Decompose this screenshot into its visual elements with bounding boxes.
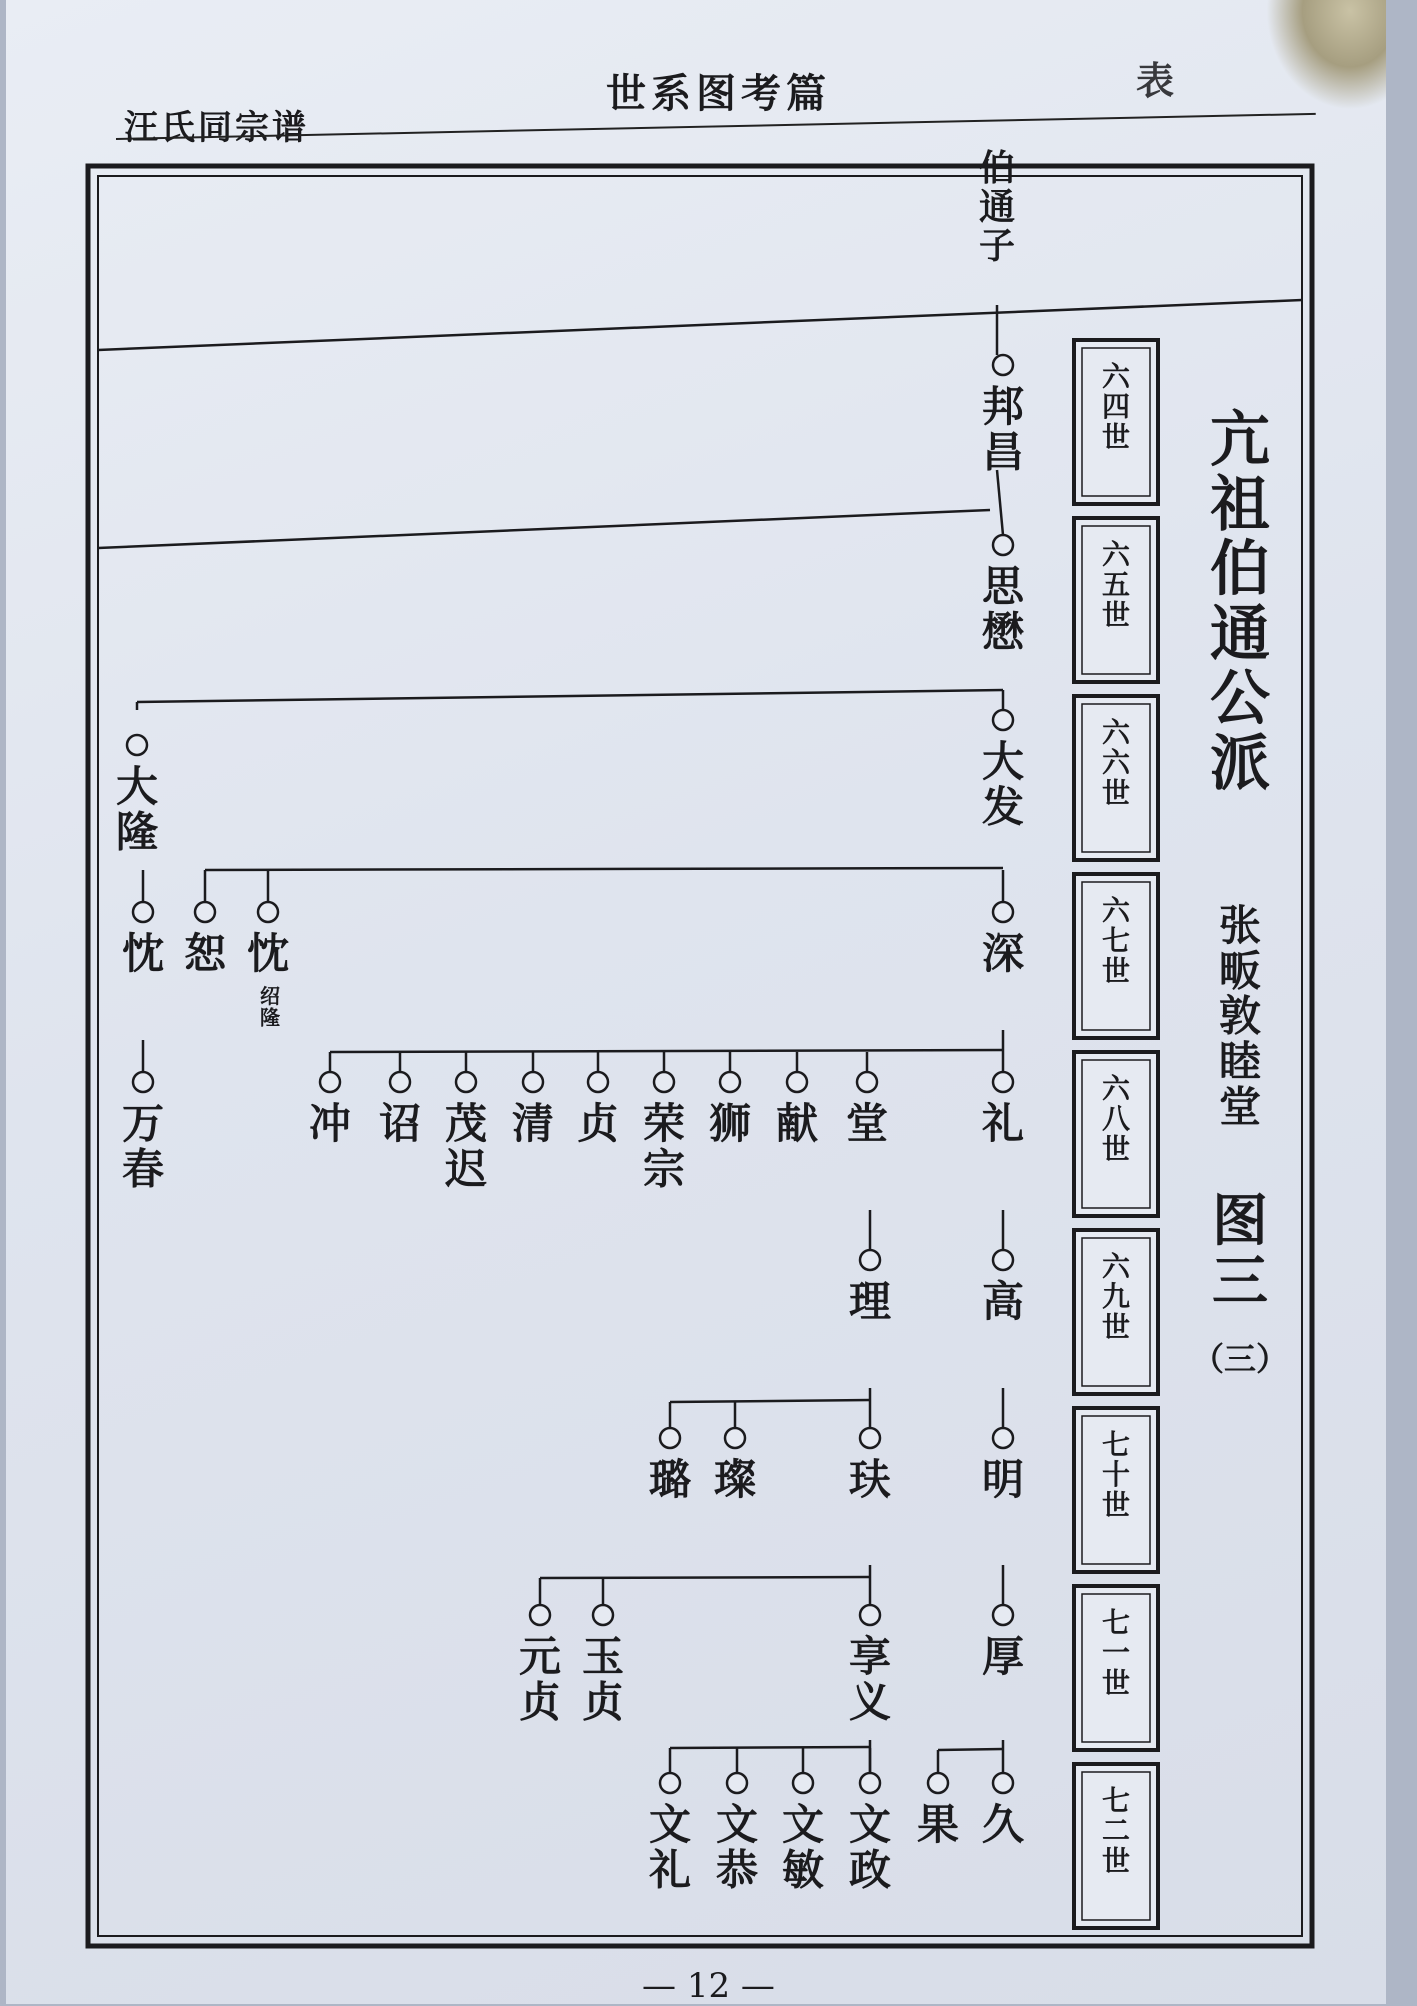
svg-text:七: 七 [1101, 924, 1131, 958]
person-name [714, 1455, 756, 1504]
person-node-marker [860, 1773, 880, 1793]
svg-text:茂: 茂 [444, 1099, 488, 1148]
svg-text:邦: 邦 [981, 382, 1025, 431]
person-node-marker [993, 1250, 1013, 1270]
person-name [184, 929, 227, 978]
svg-text:隆: 隆 [260, 1005, 280, 1030]
person-name [982, 1277, 1024, 1326]
svg-text:政: 政 [848, 1845, 892, 1895]
svg-text:通: 通 [978, 185, 1016, 228]
svg-text:世: 世 [1101, 954, 1131, 988]
person-name [649, 1455, 691, 1504]
svg-text:七: 七 [1101, 1606, 1131, 1639]
svg-text:八: 八 [1101, 1102, 1131, 1136]
lineage-line [997, 470, 1003, 535]
person-name [982, 929, 1024, 978]
svg-text:春: 春 [121, 1144, 165, 1194]
person-node-marker [727, 1773, 747, 1793]
svg-text:思: 思 [981, 562, 1025, 611]
svg-text:礼: 礼 [981, 1099, 1025, 1148]
svg-text:忱: 忱 [121, 929, 165, 978]
person-name [776, 1099, 818, 1148]
svg-text:世: 世 [1101, 776, 1131, 810]
svg-text:畈: 畈 [1218, 946, 1262, 996]
svg-text:三: 三 [1212, 1248, 1268, 1315]
person-node-marker [860, 1250, 880, 1270]
svg-text:派: 派 [1210, 729, 1270, 799]
person-node-marker [588, 1072, 608, 1092]
svg-text:绍: 绍 [260, 984, 280, 1008]
lineage-line [205, 868, 1003, 870]
generation-label [1102, 538, 1131, 631]
svg-text:张: 张 [1218, 901, 1262, 950]
person-name [444, 1099, 487, 1193]
generation-label [1102, 360, 1131, 453]
chart-title [1192, 405, 1288, 1378]
svg-text:清: 清 [511, 1099, 555, 1148]
person-node-marker [725, 1428, 745, 1448]
svg-text:六: 六 [1101, 360, 1131, 393]
svg-text:伯: 伯 [1210, 534, 1270, 605]
person-name [917, 1800, 959, 1849]
lineage-nodes [116, 147, 1026, 1894]
person-name [716, 1800, 758, 1894]
svg-text:世: 世 [1101, 1132, 1131, 1166]
person-name [309, 1099, 351, 1148]
generation-label [1102, 1784, 1130, 1877]
generation-label [1102, 716, 1131, 809]
person-node-marker [993, 902, 1013, 922]
svg-text:通: 通 [1210, 599, 1270, 670]
person-node-marker [993, 710, 1013, 730]
title-main [1210, 405, 1270, 799]
svg-text:忱: 忱 [246, 929, 290, 978]
generation-label [1102, 1428, 1130, 1521]
svg-text:六: 六 [1101, 1250, 1131, 1283]
svg-text:荣: 荣 [642, 1099, 686, 1148]
svg-text:亢: 亢 [1210, 405, 1270, 475]
person-node-marker [993, 1773, 1013, 1793]
svg-text:十: 十 [1101, 1458, 1131, 1492]
svg-text:世: 世 [1101, 1666, 1131, 1700]
svg-text:贞: 贞 [518, 1677, 562, 1727]
person-node-marker [593, 1605, 613, 1625]
svg-text:昌: 昌 [981, 427, 1025, 477]
svg-text:世: 世 [1101, 1844, 1131, 1878]
lineage-lines [137, 305, 1003, 1773]
svg-text:子: 子 [978, 224, 1016, 267]
svg-text:迟: 迟 [444, 1144, 488, 1194]
svg-text:明: 明 [981, 1455, 1025, 1504]
person-name [122, 929, 164, 978]
page-number: — 12 — [642, 1966, 775, 2006]
svg-text:五: 五 [1101, 568, 1131, 602]
svg-text:大: 大 [115, 762, 159, 811]
generation-label [1102, 1072, 1131, 1165]
svg-text:堂: 堂 [845, 1099, 889, 1148]
person-name [643, 1099, 685, 1193]
svg-text:六: 六 [1101, 1072, 1131, 1105]
svg-text:四: 四 [1101, 390, 1131, 424]
person-name [782, 1800, 824, 1894]
svg-text:大: 大 [981, 737, 1025, 786]
svg-text:伯: 伯 [978, 147, 1016, 189]
svg-text:文: 文 [781, 1800, 825, 1849]
row-divider [98, 510, 990, 548]
svg-text:元: 元 [518, 1632, 562, 1681]
corner-mark: 表 [1136, 58, 1178, 103]
name-annotation [260, 984, 280, 1030]
generation-label [1102, 1250, 1131, 1343]
svg-text:六: 六 [1101, 894, 1131, 927]
person-name [982, 382, 1024, 476]
section-title: 世系图考篇 [606, 70, 831, 117]
person-name [582, 1632, 624, 1726]
svg-text:六: 六 [1101, 716, 1131, 749]
svg-text:深: 深 [981, 929, 1025, 978]
svg-text:贞: 贞 [576, 1099, 620, 1148]
person-name [982, 1455, 1024, 1504]
svg-text:七: 七 [1101, 1428, 1131, 1461]
person-node-marker [993, 1605, 1013, 1625]
svg-text:高: 高 [981, 1277, 1025, 1326]
svg-text:诏: 诏 [378, 1099, 422, 1148]
person-name [982, 1632, 1024, 1681]
person-node-marker [258, 902, 278, 922]
person-node-marker [793, 1773, 813, 1793]
person-name [982, 1800, 1024, 1849]
top-ancestor-name [979, 147, 1015, 267]
person-node-marker [993, 535, 1013, 555]
person-name [982, 1099, 1024, 1148]
person-name [577, 1099, 619, 1148]
person-name [709, 1099, 751, 1148]
person-name [849, 1277, 891, 1326]
book-title: 汪氏同宗谱 [124, 108, 309, 148]
svg-text:隆: 隆 [115, 807, 159, 857]
lineage-line [670, 1400, 870, 1402]
lineage-line [938, 1749, 1003, 1750]
person-name [982, 737, 1024, 831]
person-node-marker [857, 1072, 877, 1092]
svg-text:恭: 恭 [715, 1845, 759, 1895]
person-node-marker [390, 1072, 410, 1092]
generation-label [1102, 1606, 1130, 1699]
lineage-line [540, 1577, 870, 1578]
svg-text:二: 二 [1101, 1814, 1131, 1848]
person-name [846, 1099, 888, 1148]
person-node-marker [860, 1428, 880, 1448]
svg-text:图: 图 [1212, 1188, 1268, 1254]
person-name [512, 1099, 554, 1148]
person-name [247, 929, 289, 978]
svg-text:世: 世 [1101, 598, 1131, 632]
svg-text:世: 世 [1101, 1310, 1131, 1344]
person-name [849, 1800, 891, 1894]
svg-text:敏: 敏 [781, 1845, 825, 1895]
svg-text:厚: 厚 [981, 1632, 1025, 1681]
svg-text:狮: 狮 [708, 1099, 752, 1148]
person-node-marker [456, 1072, 476, 1092]
title-hall [1219, 901, 1261, 1131]
person-name [379, 1099, 421, 1148]
svg-text:万: 万 [121, 1099, 165, 1148]
generation-label [1102, 894, 1131, 987]
person-node-marker [127, 735, 147, 755]
svg-text:义: 义 [848, 1677, 892, 1727]
person-node-marker [530, 1605, 550, 1625]
title-part: （三） [1191, 1340, 1289, 1378]
svg-text:礼: 礼 [648, 1845, 692, 1895]
title-figure [1212, 1188, 1268, 1314]
person-node-marker [195, 902, 215, 922]
person-node-marker [654, 1072, 674, 1092]
person-node-marker [133, 1072, 153, 1092]
person-name [849, 1455, 891, 1504]
generation-column [1074, 340, 1158, 1928]
svg-text:文: 文 [848, 1800, 892, 1849]
person-name [519, 1632, 561, 1726]
person-node-marker [993, 1428, 1013, 1448]
person-node-marker [993, 355, 1013, 375]
svg-text:果: 果 [916, 1800, 960, 1849]
svg-text:六: 六 [1101, 538, 1131, 571]
svg-text:九: 九 [1101, 1280, 1131, 1314]
svg-text:献: 献 [775, 1099, 819, 1148]
svg-text:堂: 堂 [1218, 1082, 1262, 1132]
lineage-line [137, 690, 1003, 702]
svg-text:宗: 宗 [642, 1144, 686, 1194]
lineage-line [670, 1747, 870, 1748]
svg-text:璐: 璐 [648, 1455, 692, 1504]
svg-text:贞: 贞 [581, 1677, 625, 1727]
svg-text:理: 理 [848, 1277, 892, 1326]
person-node-marker [928, 1773, 948, 1793]
svg-text:七: 七 [1101, 1784, 1131, 1817]
svg-text:公: 公 [1210, 664, 1270, 735]
person-name [122, 1099, 164, 1193]
svg-text:冲: 冲 [308, 1099, 352, 1148]
svg-text:发: 发 [981, 782, 1025, 832]
person-node-marker [320, 1072, 340, 1092]
svg-text:懋: 懋 [981, 607, 1025, 657]
svg-text:文: 文 [715, 1800, 759, 1849]
svg-text:睦: 睦 [1218, 1037, 1262, 1087]
svg-text:玞: 玞 [848, 1455, 892, 1504]
person-name [116, 762, 158, 856]
svg-text:世: 世 [1101, 1488, 1131, 1522]
lineage-line [330, 1050, 1003, 1052]
person-node-marker [133, 902, 153, 922]
svg-text:久: 久 [981, 1800, 1025, 1849]
svg-text:六: 六 [1101, 746, 1131, 780]
person-name [982, 562, 1026, 656]
svg-text:璨: 璨 [713, 1455, 757, 1504]
person-name [649, 1800, 691, 1894]
svg-text:世: 世 [1101, 420, 1131, 454]
svg-text:玉: 玉 [581, 1632, 625, 1681]
person-name [849, 1632, 891, 1726]
person-node-marker [787, 1072, 807, 1092]
svg-text:一: 一 [1101, 1636, 1131, 1670]
svg-text:享: 享 [848, 1632, 892, 1681]
svg-text:文: 文 [648, 1800, 692, 1849]
person-node-marker [860, 1605, 880, 1625]
person-node-marker [523, 1072, 543, 1092]
svg-text:敦: 敦 [1218, 991, 1262, 1041]
person-node-marker [660, 1773, 680, 1793]
svg-text:祖: 祖 [1210, 469, 1270, 540]
svg-text:恕: 恕 [183, 929, 227, 978]
person-node-marker [993, 1072, 1013, 1092]
person-node-marker [660, 1428, 680, 1448]
person-node-marker [720, 1072, 740, 1092]
